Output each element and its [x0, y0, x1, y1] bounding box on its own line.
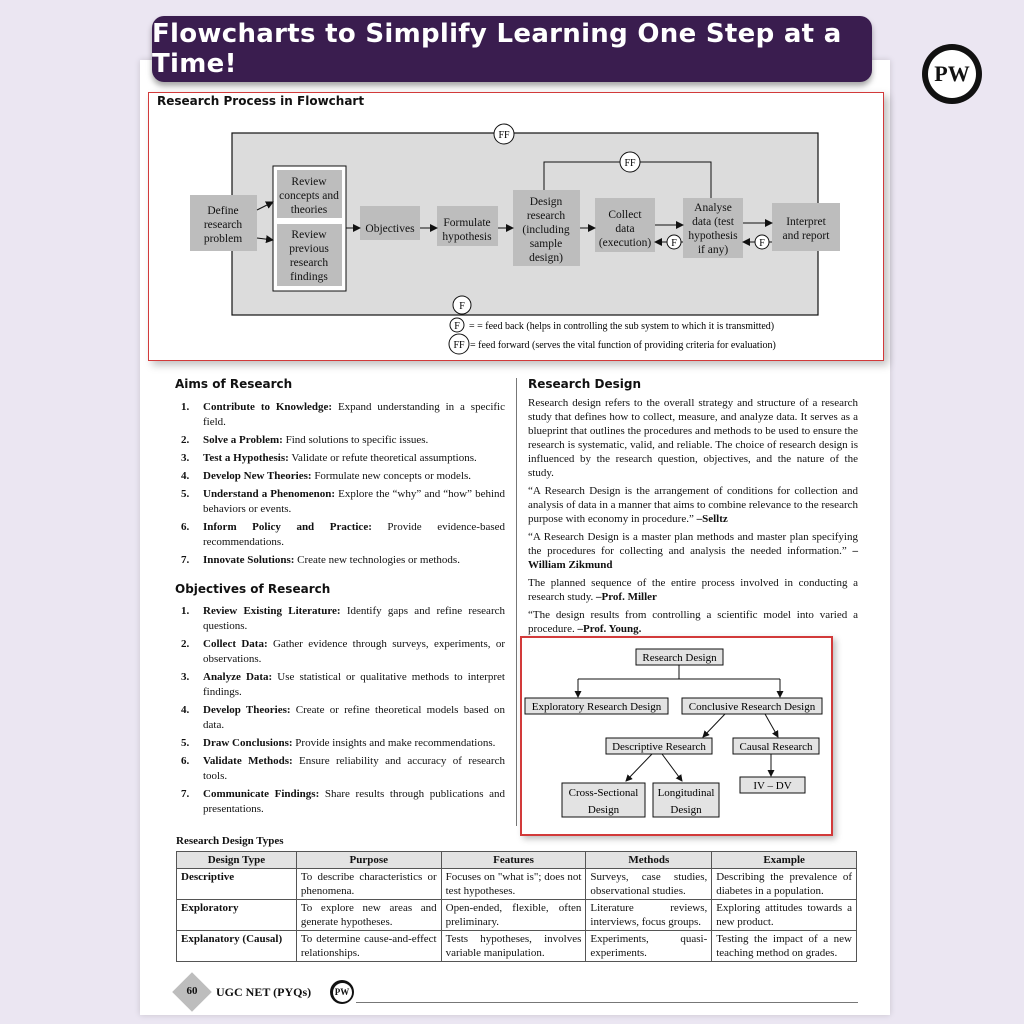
quote-author: –William Zikmund — [528, 545, 858, 571]
item-number: 5. — [181, 488, 190, 500]
research-design-types-table — [176, 851, 857, 962]
page-number: 60 — [186, 985, 198, 997]
table-header: Purpose — [296, 852, 441, 869]
table-cell: Surveys, case studies, observational studies. — [586, 869, 712, 900]
item-text: Create new technologies or methods. — [294, 554, 460, 566]
aim-item — [175, 487, 505, 517]
svg-text:FF: FF — [624, 158, 636, 169]
footer-rule — [356, 1002, 858, 1003]
item-text: Gather evidence through surveys, experiments, or observations. — [203, 638, 505, 665]
aims-list — [175, 400, 505, 571]
legend-feedback — [450, 318, 774, 332]
item-title: Understand a Phenomenon: — [203, 488, 336, 500]
legend-feedforward — [449, 334, 776, 354]
quote-author: –Selltz — [696, 513, 728, 525]
table-cell: Tests hypotheses, involves variable manipulation. — [441, 931, 586, 962]
objective-item — [175, 754, 505, 784]
item-number: 4. — [181, 470, 190, 482]
item-text: Provide insights and make recommendations. — [292, 737, 496, 749]
table-cell: Descriptive — [177, 869, 297, 900]
node-review-previous: Review previous research findings — [289, 229, 329, 283]
quote-author: –Prof. Young. — [577, 623, 642, 635]
node-define: Define research problem — [203, 205, 243, 245]
item-text: Create or refine theoretical models based on data. — [203, 704, 505, 731]
aim-item — [175, 400, 505, 430]
item-text: Share results through publications and presentations. — [203, 788, 505, 815]
item-text: Expand understanding in a specific field. — [203, 401, 505, 428]
f-marker-analyse — [755, 235, 769, 249]
table-cell: Exploratory — [177, 900, 297, 931]
table-cell: Describing the prevalence of diabetes in a population. — [712, 869, 857, 900]
item-text: Find solutions to specific issues. — [282, 434, 429, 446]
objective-item — [175, 736, 505, 751]
item-number: 3. — [181, 671, 190, 683]
aim-item — [175, 451, 505, 466]
item-number: 1. — [181, 401, 190, 413]
research-design-text — [528, 396, 858, 640]
f-marker-bottom — [453, 296, 471, 314]
item-text: Provide evidence-based recommendations. — [203, 521, 506, 548]
f-marker-collect — [667, 235, 681, 249]
table-cell: Open-ended, flexible, often preliminary. — [441, 900, 586, 931]
item-number: 3. — [181, 452, 190, 464]
svg-text:FF: FF — [453, 340, 465, 351]
item-number: 2. — [181, 434, 190, 446]
table-row — [177, 900, 857, 931]
item-title: Review Existing Literature: — [203, 605, 341, 617]
item-title: Contribute to Knowledge: — [203, 401, 333, 413]
table-header: Methods — [586, 852, 712, 869]
item-text: Formulate new concepts or models. — [311, 470, 472, 482]
table-cell: Focuses on "what is"; does not test hypotheses. — [441, 869, 586, 900]
title-banner — [152, 16, 872, 82]
aim-item — [175, 520, 505, 550]
item-number: 2. — [181, 638, 190, 650]
item-text: Ensure reliability and accuracy of research tools. — [203, 755, 505, 782]
tree-descriptive: Descriptive Research — [612, 741, 706, 753]
svg-text:F: F — [671, 238, 677, 249]
node-interpret: Interpret and report — [782, 216, 830, 242]
svg-text:FF: FF — [498, 130, 510, 141]
node-collect: Collect data (execution) — [598, 209, 652, 249]
table-cell: Exploring attitudes towards a new product. — [712, 900, 857, 931]
item-number: 5. — [181, 737, 190, 749]
table-row — [177, 931, 857, 962]
item-text: Use statistical or qualitative methods to interpret findings. — [203, 671, 505, 698]
tree-longitudinal: Longitudinal Design — [657, 787, 715, 816]
item-number: 4. — [181, 704, 190, 716]
research-design-paragraph: “A Research Design is a master plan methods and master plan specifying the procedures for collecting and analysis the needed information.” –William Zikmund — [528, 531, 858, 571]
table-row — [177, 869, 857, 900]
aims-heading: Aims of Research — [175, 377, 293, 391]
item-number: 1. — [181, 605, 190, 617]
pw-logo — [922, 44, 982, 104]
table-header: Example — [712, 852, 857, 869]
ff-marker-mid — [620, 152, 640, 172]
item-text: Explore the “why” and “how” behind behaviors or events. — [203, 488, 506, 515]
node-objectives: Objectives — [365, 223, 415, 235]
banner-title: Flowcharts to Simplify Learning One Step at a Time! — [152, 19, 842, 79]
item-text: Validate or refute theoretical assumptions. — [288, 452, 477, 464]
svg-text:F: F — [759, 238, 765, 249]
tree-causal: Causal Research — [739, 741, 813, 753]
item-title: Innovate Solutions: — [203, 554, 295, 566]
table-cell: Testing the impact of a new teaching method on grades. — [712, 931, 857, 962]
svg-text:F: F — [459, 301, 465, 312]
table-header: Design Type — [177, 852, 297, 869]
ff-marker-top — [494, 124, 514, 144]
node-design: Design research (including sample design) — [522, 196, 570, 264]
table-header: Features — [441, 852, 586, 869]
research-design-heading: Research Design — [528, 377, 641, 391]
tree-root: Research Design — [642, 652, 717, 664]
objective-item — [175, 604, 505, 634]
item-title: Inform Policy and Practice: — [203, 521, 372, 533]
objective-item — [175, 703, 505, 733]
research-design-paragraph: The planned sequence of the entire process involved in conducting a research study. –Prof. Miller — [528, 577, 858, 603]
item-number: 7. — [181, 788, 190, 800]
item-title: Collect Data: — [203, 638, 268, 650]
tree-exploratory: Exploratory Research Design — [531, 701, 662, 713]
objectives-list — [175, 604, 505, 820]
item-number: 7. — [181, 554, 190, 566]
table-cell: To describe characteristics or phenomena. — [296, 869, 441, 900]
item-title: Communicate Findings: — [203, 788, 320, 800]
svg-text:= = feed back (helps in contr: = = feed back (helps in controlling the sub system to which it is transmitted) — [469, 321, 775, 332]
node-review-concepts: Review concepts and theories — [279, 176, 339, 216]
research-design-paragraph: Research design refers to the overall strategy and structure of a research study that defines how to collect, measure, and analyze data. It serves as a blueprint that outlines the procedures and methods to be used to ensure the research is systematic, valid, and reliable. The choice of research design is influenced by the research question, objectives, and the nature of the study. — [528, 397, 858, 479]
item-number: 6. — [181, 755, 190, 767]
item-title: Solve a Problem: — [203, 434, 283, 446]
node-analyse: Analyse data (test hypothesis if any) — [688, 202, 738, 256]
column-divider — [516, 378, 517, 826]
research-design-paragraph: “The design results from controlling a scientific model into varied a procedure. –Prof. Young. — [528, 609, 858, 635]
flowchart-title: Research Process in Flowchart — [157, 94, 365, 108]
table-cell: Explanatory (Causal) — [177, 931, 297, 962]
svg-text:F: F — [454, 321, 460, 332]
item-title: Validate Methods: — [203, 755, 293, 767]
item-title: Draw Conclusions: — [203, 737, 293, 749]
node-formulate: Formulate hypothesis — [442, 217, 492, 243]
footer-title: UGC NET (PYQs) — [216, 985, 312, 999]
aim-item — [175, 469, 505, 484]
item-number: 6. — [181, 521, 190, 533]
tree-iv-dv: IV – DV — [753, 780, 792, 792]
svg-text:= feed forward (serves the vit: = feed forward (serves the vital function of providing criteria for evaluation) — [470, 340, 776, 351]
tree-conclusive: Conclusive Research Design — [688, 701, 816, 713]
table-cell: Experiments, quasi-experiments. — [586, 931, 712, 962]
table-cell: Literature reviews, interviews, focus groups. — [586, 900, 712, 931]
item-title: Test a Hypothesis: — [203, 452, 289, 464]
objective-item — [175, 670, 505, 700]
quote-author: –Prof. Miller — [596, 591, 657, 603]
tree-cross-sectional: Cross-Sectional Design — [568, 787, 639, 816]
table-cell: To determine cause-and-effect relationships. — [296, 931, 441, 962]
footer-logo — [330, 980, 354, 1004]
item-title: Analyze Data: — [203, 671, 273, 683]
research-design-paragraph: “A Research Design is the arrangement of conditions for collection and analysis of data in a manner that aims to combine relevance to the research purpose with economy in procedure.” –Selltz — [528, 485, 858, 525]
item-title: Develop New Theories: — [203, 470, 312, 482]
types-table-title: Research Design Types — [176, 835, 284, 847]
item-title: Develop Theories: — [203, 704, 291, 716]
aim-item — [175, 433, 505, 448]
objective-item — [175, 637, 505, 667]
objective-item — [175, 787, 505, 817]
research-flowchart — [148, 92, 882, 359]
item-text: Identify gaps and refine research questions. — [203, 605, 505, 632]
design-tree-diagram — [520, 636, 829, 832]
pw-logo-text: PW — [928, 50, 976, 98]
objectives-heading: Objectives of Research — [175, 582, 331, 596]
table-cell: To explore new areas and generate hypotheses. — [296, 900, 441, 931]
footer-logo-text: PW — [333, 983, 352, 1002]
aim-item — [175, 553, 505, 568]
